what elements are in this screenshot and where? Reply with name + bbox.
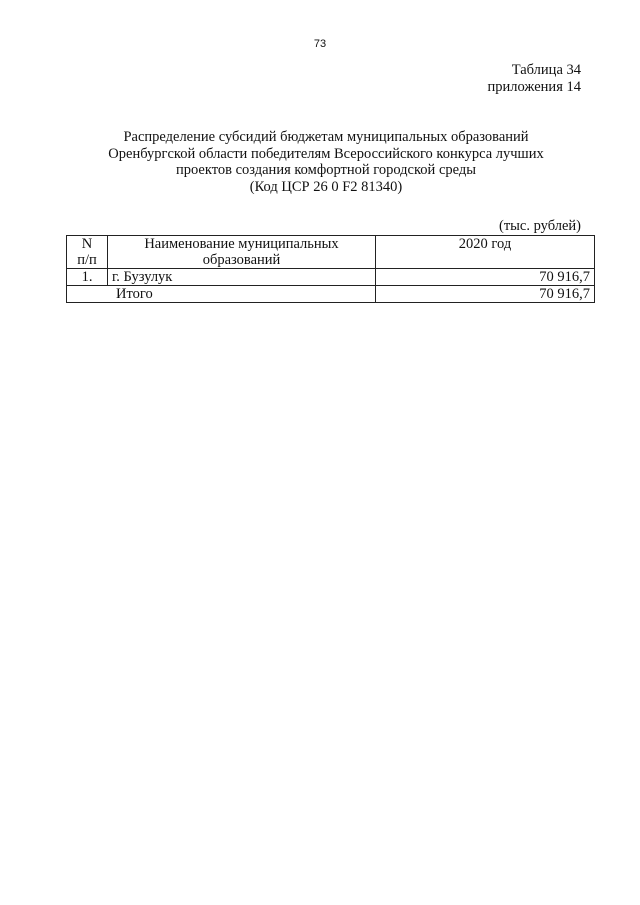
table-row (67, 269, 595, 286)
title-line2: Оренбургской области победителям Всероссийского конкурса лучших (108, 145, 544, 162)
subsidy-table (66, 235, 595, 303)
title-line3: проектов создания комфортной городской среды (176, 162, 476, 178)
header-name-line1: Наименование муниципальных (144, 236, 339, 252)
units-label: (тыс. рублей) (499, 218, 581, 234)
table-reference (488, 62, 581, 96)
total-label: Итого (67, 286, 376, 303)
header-name (108, 236, 376, 269)
document-title (60, 129, 592, 195)
title-line1: Распределение субсидий бюджетам муниципальных образований (123, 129, 529, 145)
table-header-row (67, 236, 595, 269)
header-number-line2: п/п (77, 252, 97, 268)
total-value: 70 916,7 (376, 286, 595, 303)
table-reference-line2: приложения 14 (487, 79, 581, 95)
header-name-line2: образований (202, 252, 281, 268)
table-reference-line1: Таблица 34 (511, 62, 581, 78)
header-number-line1: N (81, 236, 93, 252)
row-value: 70 916,7 (376, 269, 595, 286)
page-number: 73 (313, 38, 327, 50)
title-line4: (Код ЦСР 26 0 F2 81340) (249, 178, 403, 195)
header-year: 2020 год (376, 236, 595, 269)
row-municipality: г. Бузулук (108, 269, 376, 286)
header-number (67, 236, 108, 269)
row-number: 1. (67, 269, 108, 286)
total-row (67, 286, 595, 303)
